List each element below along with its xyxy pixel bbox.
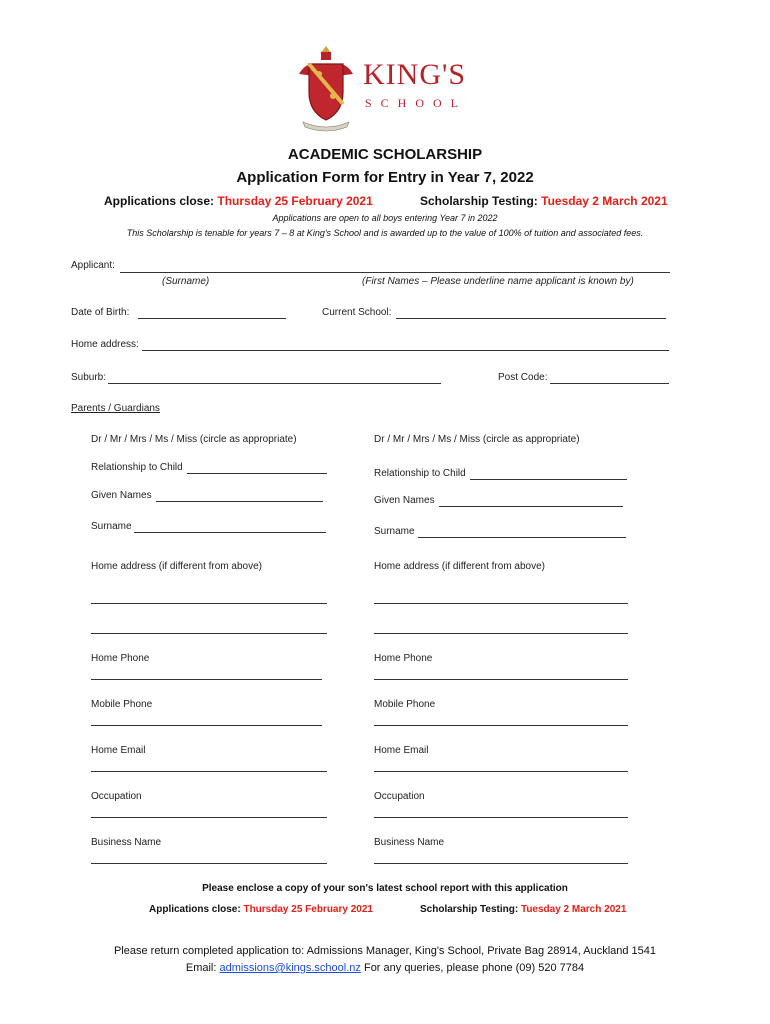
- school-name-top: KING'S: [363, 58, 467, 91]
- parent2-mobile-label: Mobile Phone: [374, 699, 436, 710]
- footer-close-date: [149, 904, 373, 915]
- surname-hint: (Surname): [162, 276, 210, 287]
- enclose-note: Please enclose a copy of your son's latest school report with this application: [202, 883, 568, 894]
- dob-field[interactable]: [138, 318, 286, 319]
- parent2-relationship-label: Relationship to Child: [374, 468, 466, 479]
- parent2-occupation-label: Occupation: [374, 791, 425, 802]
- parent1-email-field[interactable]: [91, 771, 327, 772]
- parent2-email-label: Home Email: [374, 745, 429, 756]
- parent1-title: Dr / Mr / Mrs / Ms / Miss (circle as appropriate): [91, 434, 297, 445]
- parent1-surname-field[interactable]: [134, 532, 326, 533]
- testing-label: Scholarship Testing:: [420, 194, 538, 208]
- email-link[interactable]: admissions@kings.school.nz: [219, 962, 361, 974]
- applicant-field[interactable]: [120, 272, 670, 273]
- note-line-2: This Scholarship is tenable for years 7 – 8 at King's School and is awarded up to the value of 100% of tuition and associated fees.: [126, 228, 644, 238]
- school-name-bottom: S C H O O L: [365, 96, 462, 110]
- parent1-relationship-label: Relationship to Child: [91, 462, 183, 473]
- footer-testing-value: Tuesday 2 March 2021: [520, 904, 627, 915]
- parent2-occupation-field[interactable]: [374, 817, 628, 818]
- footer-testing-date: [420, 904, 626, 915]
- school-logo: [295, 44, 480, 134]
- parent1-mobile-field[interactable]: [91, 725, 322, 726]
- address-label: Home address:: [71, 339, 139, 350]
- postcode-field[interactable]: [550, 383, 669, 384]
- postcode-label: Post Code:: [498, 372, 548, 383]
- parent2-title: Dr / Mr / Mrs / Ms / Miss (circle as appropriate): [374, 434, 580, 445]
- testing-date: [420, 194, 668, 208]
- parent2-given-label: Given Names: [374, 495, 435, 506]
- parent1-homephone-label: Home Phone: [91, 653, 150, 664]
- parent2-address-label: Home address (if different from above): [374, 561, 546, 572]
- footer-close-value: Thursday 25 February 2021: [243, 904, 373, 915]
- parent2-surname-label: Surname: [374, 526, 415, 537]
- parent1-surname-label: Surname: [91, 521, 132, 532]
- parent1-address-field-1[interactable]: [91, 603, 327, 604]
- suburb-field[interactable]: [108, 383, 441, 384]
- school-label: Current School:: [322, 307, 392, 318]
- applicant-label: Applicant:: [71, 260, 115, 271]
- parent2-mobile-field[interactable]: [374, 725, 628, 726]
- address-field[interactable]: [142, 350, 669, 351]
- close-date: [104, 194, 373, 208]
- school-field[interactable]: [396, 318, 666, 319]
- parent1-given-field[interactable]: [156, 501, 323, 502]
- parent1-relationship-field[interactable]: [187, 473, 327, 474]
- dob-label: Date of Birth:: [71, 307, 130, 318]
- crest-icon: [295, 44, 357, 132]
- parent2-homephone-label: Home Phone: [374, 653, 433, 664]
- page-subtitle: Application Form for Entry in Year 7, 2022: [236, 169, 534, 186]
- email-label: Email:: [185, 962, 217, 974]
- parent1-homephone-field[interactable]: [91, 679, 322, 680]
- parent2-given-field[interactable]: [439, 506, 623, 507]
- parent1-business-label: Business Name: [91, 837, 162, 848]
- parents-heading: Parents / Guardians: [71, 403, 160, 414]
- parent1-email-label: Home Email: [91, 745, 146, 756]
- page-title: ACADEMIC SCHOLARSHIP: [287, 146, 483, 163]
- firstnames-hint: (First Names – Please underline name applicant is known by): [362, 276, 634, 287]
- note-line-1: Applications are open to all boys entering Year 7 in 2022: [272, 213, 498, 223]
- return-instructions: Please return completed application to: Admissions Manager, King's School, Private Bag 28914, Auckland 1541: [113, 945, 657, 957]
- parent2-relationship-field[interactable]: [470, 479, 627, 480]
- parent2-business-field[interactable]: [374, 863, 628, 864]
- parent1-business-field[interactable]: [91, 863, 327, 864]
- parent1-mobile-label: Mobile Phone: [91, 699, 153, 710]
- parent1-address-field-2[interactable]: [91, 633, 327, 634]
- parent2-email-field[interactable]: [374, 771, 628, 772]
- parent1-occupation-field[interactable]: [91, 817, 327, 818]
- parent2-address-field-2[interactable]: [374, 633, 628, 634]
- parent1-address-label: Home address (if different from above): [91, 561, 263, 572]
- parent2-surname-field[interactable]: [418, 537, 626, 538]
- parent1-given-label: Given Names: [91, 490, 152, 501]
- parent1-occupation-label: Occupation: [91, 791, 142, 802]
- contact-line: [0, 962, 770, 974]
- suburb-label: Suburb:: [71, 372, 107, 383]
- footer-close-label: Applications close:: [149, 904, 241, 915]
- parent2-address-field-1[interactable]: [374, 603, 628, 604]
- testing-value: Tuesday 2 March 2021: [541, 194, 668, 208]
- parent2-business-label: Business Name: [374, 837, 445, 848]
- close-label: Applications close:: [104, 194, 215, 208]
- close-value: Thursday 25 February 2021: [217, 194, 373, 208]
- phone-info: For any queries, please phone (09) 520 7784: [363, 962, 585, 974]
- footer-testing-label: Scholarship Testing:: [420, 904, 519, 915]
- parent2-homephone-field[interactable]: [374, 679, 628, 680]
